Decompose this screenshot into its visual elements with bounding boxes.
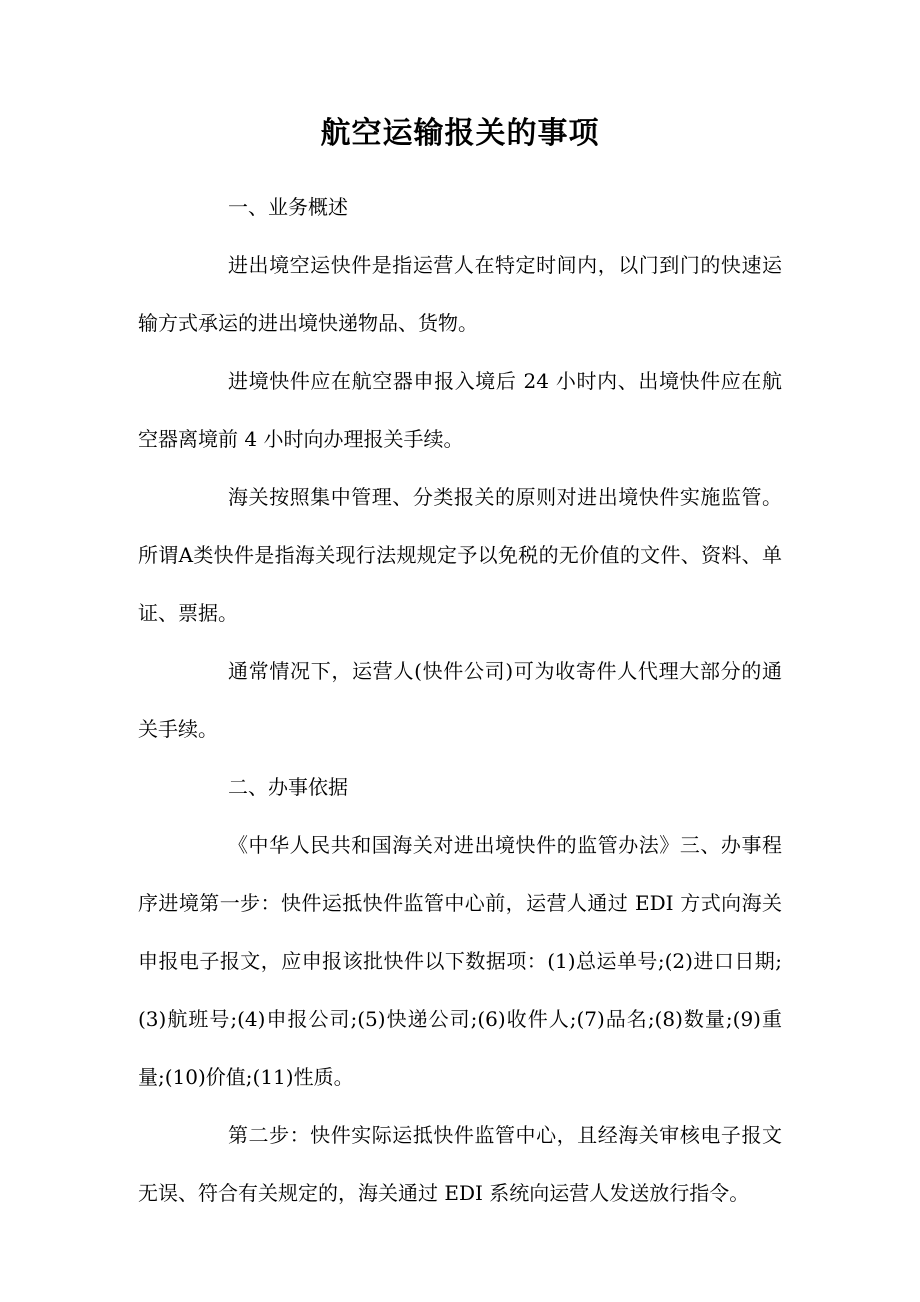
paragraph-operator-agent: 通常情况下，运营人(快件公司)可为收寄件人代理大部分的通关手续。 — [138, 659, 782, 741]
section-heading-basis: 二、办事依据 — [228, 775, 348, 799]
paragraph-procedure-step-two: 第二步：快件实际运抵快件监管中心，且经海关审核电子报文无误、符合有关规定的，海关通过 EDI 系统向运营人发送放行指令。 — [138, 1123, 782, 1205]
section-heading-overview: 一、业务概述 — [228, 195, 348, 219]
paragraph-procedure-step-one: 《中华人民共和国海关对进出境快件的监管办法》三、办事程序进境第一步：快件运抵快件监管中心前，运营人通过 EDI 方式向海关申报电子报文，应申报该批快件以下数据项：(1)总运单号;(2)进口日期;(3)航班号;(4)申报公司;(5)快递公司;(6)收件人;(7)品名;(8)数量;(9)重量;(10)价值;(11)性质。 — [138, 833, 782, 1089]
paragraph-declaration-deadline: 进境快件应在航空器申报入境后 24 小时内、出境快件应在航空器离境前 4 小时向办理报关手续。 — [138, 369, 782, 451]
paragraph-classification: 海关按照集中管理、分类报关的原则对进出境快件实施监管。所谓A类快件是指海关现行法规规定予以免税的无价值的文件、资料、单证、票据。 — [138, 485, 782, 625]
document-body — [138, 178, 782, 1222]
paragraph-express-definition: 进出境空运快件是指运营人在特定时间内，以门到门的快速运输方式承运的进出境快递物品、货物。 — [138, 253, 782, 335]
document-title: 航空运输报关的事项 — [320, 116, 600, 151]
